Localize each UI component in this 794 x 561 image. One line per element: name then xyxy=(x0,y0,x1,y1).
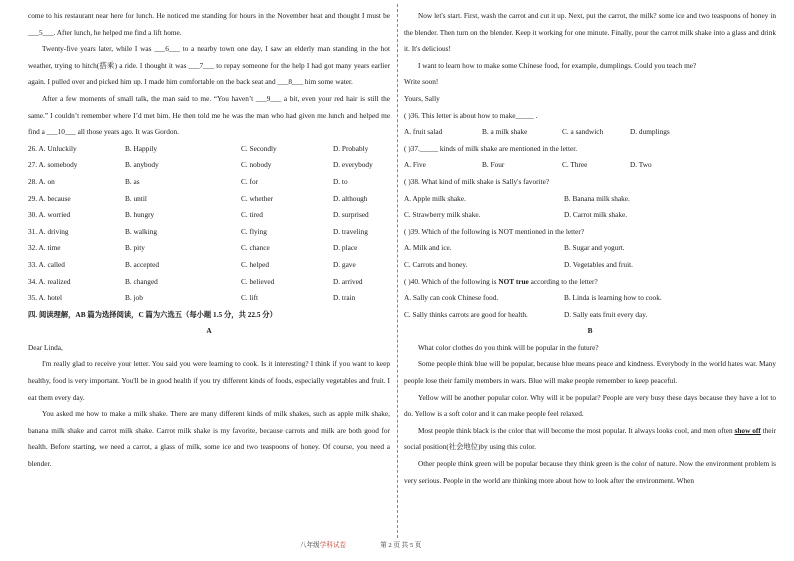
cloze-option-row xyxy=(28,240,390,257)
cloze-option: D. although xyxy=(333,193,368,203)
cloze-option: D. to xyxy=(333,176,348,186)
cloze-option: 28. A. on xyxy=(28,176,55,186)
option: C. a sandwich xyxy=(562,127,604,137)
cloze-option: B. changed xyxy=(125,276,158,286)
option: B. Banana milk shake. xyxy=(564,193,630,203)
cloze-paragraph-1: come to his restaurant near here for lunch. He noticed me standing for hours in the November heat and thought I must be ___5___. After lunch, he helped me find a lift home. xyxy=(28,11,390,37)
cloze-option: 27. A. somebody xyxy=(28,160,78,170)
letter-paragraph-1: I'm really glad to receive your letter. You said you were learning to cook. Is it interesting? I think if you want to keep healthy, food is very important. You'll be in good health if you try different kinds of foods, especially vegetables and fruit. I eat them every day. xyxy=(28,359,390,402)
cloze-option-row xyxy=(28,274,390,291)
cloze-option: C. Secondly xyxy=(241,143,277,153)
cloze-paragraph-2: Twenty-five years later, while I was ___6___ to a nearby town one day, I saw an elderly man standing in the hot weather, trying to hitch(搭乘) a ride. I thought it was ___7___ to repay someone for the help I had got many years earlier again. I pulled over and picked him up. I made him comfortable on the back seat and ___8___ him some water. xyxy=(28,44,390,87)
cloze-option-row xyxy=(28,141,390,158)
letter-paragraph-2: You asked me how to make a milk shake. There are many different kinds of milk shakes, such as apple milk shake, banana milk shake and carrot milk shake. Carrot milk shake is my favorite, because carrots and milk are both good for health. Before starting, we need a carrot, a glass of milk, some ice and two teaspoons of honey. Of course, you need a blender. xyxy=(28,409,390,469)
option: A. fruit salad xyxy=(404,127,443,137)
question-37: ( )37._____ kinds of milk shake are mentioned in the letter. xyxy=(404,143,578,153)
cloze-option-row xyxy=(28,257,390,274)
cloze-option: 33. A. called xyxy=(28,259,65,269)
option: C. Sally thinks carrots are good for health. xyxy=(404,309,528,319)
cloze-option: C. for xyxy=(241,176,259,186)
cloze-option-row xyxy=(28,224,390,241)
question-40 xyxy=(404,274,776,291)
option: C. Carrots and honey. xyxy=(404,259,468,269)
cloze-option: C. believed xyxy=(241,276,275,286)
cloze-option: 30. A. worried xyxy=(28,210,71,220)
right-column xyxy=(404,8,776,489)
option: D. Sally eats fruit every day. xyxy=(564,309,648,319)
cloze-option: D. train xyxy=(333,293,356,303)
question-37-options xyxy=(404,157,776,174)
passage-a-label: A xyxy=(206,326,212,336)
question-36: ( )36. This letter is about how to make_____ . xyxy=(404,110,538,120)
page-footer xyxy=(300,539,421,549)
question-38: ( )38. What kind of milk shake is Sally's favorite? xyxy=(404,176,550,186)
cloze-option: 26. A. Unluckily xyxy=(28,143,77,153)
cloze-paragraph-3: After a few moments of small talk, the man said to me. “You haven’t ___9___ a bit, even your red hair is still the same.” I couldn’t remember where I’d met him. He then told me he was the man who had given me lunch and helped me find a ___10___ all those years ago. It was Gordon. xyxy=(28,93,390,137)
cloze-option: D. Probably xyxy=(333,143,369,153)
left-column xyxy=(28,8,390,473)
cloze-option: D. gave xyxy=(333,259,356,269)
letter-closing-2: Yours, Sally xyxy=(404,93,440,103)
option: D. Carrot milk shake. xyxy=(564,210,628,220)
option: B. a milk shake xyxy=(482,127,528,137)
cloze-option: D. traveling xyxy=(333,226,368,236)
letter-paragraph-4: I want to learn how to make some Chinese food, for example, dumplings. Could you teach me? xyxy=(418,60,697,70)
cloze-option: D. arrived xyxy=(333,276,363,286)
option: A. Milk and ice. xyxy=(404,243,452,253)
question-39-options xyxy=(404,240,776,273)
cloze-option: 32. A. time xyxy=(28,243,61,253)
question-38-options xyxy=(404,191,776,224)
cloze-option-row xyxy=(28,174,390,191)
passage-b-p4-pre: Most people think black is the color that will become the most popular. It always looks cool, and men often xyxy=(418,425,735,435)
question-40-post: according to the letter? xyxy=(528,276,598,286)
question-40-options xyxy=(404,290,776,323)
question-40-emphasis: NOT true xyxy=(498,276,529,286)
cloze-option: B. hungry xyxy=(125,210,155,220)
cloze-option: D. everybody xyxy=(333,160,373,170)
letter-closing-1: Write soon! xyxy=(404,77,439,87)
cloze-option-row xyxy=(28,207,390,224)
cloze-option: D. place xyxy=(333,243,358,253)
passage-b-label: B xyxy=(587,326,593,336)
option: B. Linda is learning how to cook. xyxy=(564,293,662,303)
cloze-option: D. surprised xyxy=(333,210,369,220)
column-divider xyxy=(397,4,398,538)
cloze-option: C. helped xyxy=(241,259,269,269)
option: D. Two xyxy=(630,160,652,170)
passage-b-p4-post: their social position(社会地位)by using this color. xyxy=(404,425,777,452)
cloze-option-row xyxy=(28,191,390,208)
section-heading: 四. 阅读理解，AB 篇为选择阅读，C 篇为六选五（每小题 1.5 分，共 22.5 分） xyxy=(28,309,277,319)
option: A. Sally can cook Chinese food. xyxy=(404,293,499,303)
footer-page-number: 第 2 页 共 5 页 xyxy=(380,542,422,549)
option: B. Four xyxy=(482,160,505,170)
cloze-option-row xyxy=(28,290,390,307)
passage-b-paragraph-4 xyxy=(404,423,776,456)
question-36-options xyxy=(404,124,776,141)
cloze-option: 34. A. realized xyxy=(28,276,71,286)
cloze-option: B. pity xyxy=(125,243,145,253)
option: C. Three xyxy=(562,160,588,170)
letter-salutation: Dear Linda, xyxy=(28,342,63,352)
cloze-option: C. whether xyxy=(241,193,274,203)
option: B. Sugar and yogurt. xyxy=(564,243,625,253)
cloze-option-row xyxy=(28,157,390,174)
passage-b-p4-underlined: show off xyxy=(734,425,761,435)
option: A. Five xyxy=(404,160,426,170)
cloze-option: B. Happily xyxy=(125,143,158,153)
passage-b-paragraph-2: Some people think blue will be popular, because blue means peace and kindness. Everybody in the world hates war. Many people lose their family members in wars. Blue will make people remember to keep peaceful. xyxy=(404,359,776,386)
cloze-option: C. chance xyxy=(241,243,270,253)
question-40-pre: ( )40. Which of the following is xyxy=(404,276,499,286)
cloze-option: C. lift xyxy=(241,293,259,303)
option: C. Strawberry milk shake. xyxy=(404,210,481,220)
cloze-option: B. as xyxy=(125,176,140,186)
passage-b-paragraph-1: What color clothes do you think will be popular in the future? xyxy=(418,342,599,352)
passage-b-paragraph-5: Other people think green will be popular because they think green is the color of nature. Now the environment problem is very serious. People in the world are thinking more about how to look after the environment. When xyxy=(404,459,776,485)
cloze-options-list xyxy=(28,141,390,307)
cloze-option: B. accepted xyxy=(125,259,160,269)
option: A. Apple milk shake. xyxy=(404,193,466,203)
footer-subject: 学科试卷 xyxy=(319,542,347,549)
letter-paragraph-3: Now let's start. First, wash the carrot and cut it up. Next, put the carrot, the milk? some ice and two teaspoons of honey in the blender. Then turn on the blender. Keep it working for one minute. Finally, pour the carrot milk shake into a glass and drink it. It's delicious! xyxy=(404,11,776,54)
cloze-option: B. job xyxy=(125,293,143,303)
cloze-option: C. nobody xyxy=(241,160,272,170)
option: D. dumplings xyxy=(630,127,670,137)
cloze-option: 35. A. hotel xyxy=(28,293,63,303)
question-39: ( )39. Which of the following is NOT mentioned in the letter? xyxy=(404,226,585,236)
cloze-option: B. anybody xyxy=(125,160,159,170)
cloze-option: 29. A. because xyxy=(28,193,71,203)
cloze-option: C. tired xyxy=(241,210,263,220)
cloze-option: B. walking xyxy=(125,226,158,236)
passage-b-paragraph-3: Yellow will be another popular color. Why will it be popular? People are very busy these days because they have a lot to do. Yellow is a soft color and it can make people feel relaxed. xyxy=(404,392,776,419)
cloze-option: 31. A. driving xyxy=(28,226,69,236)
cloze-option: B. until xyxy=(125,193,147,203)
cloze-option: C. flying xyxy=(241,226,267,236)
option: D. Vegetables and fruit. xyxy=(564,259,633,269)
footer-grade: 八年级 xyxy=(300,542,320,549)
